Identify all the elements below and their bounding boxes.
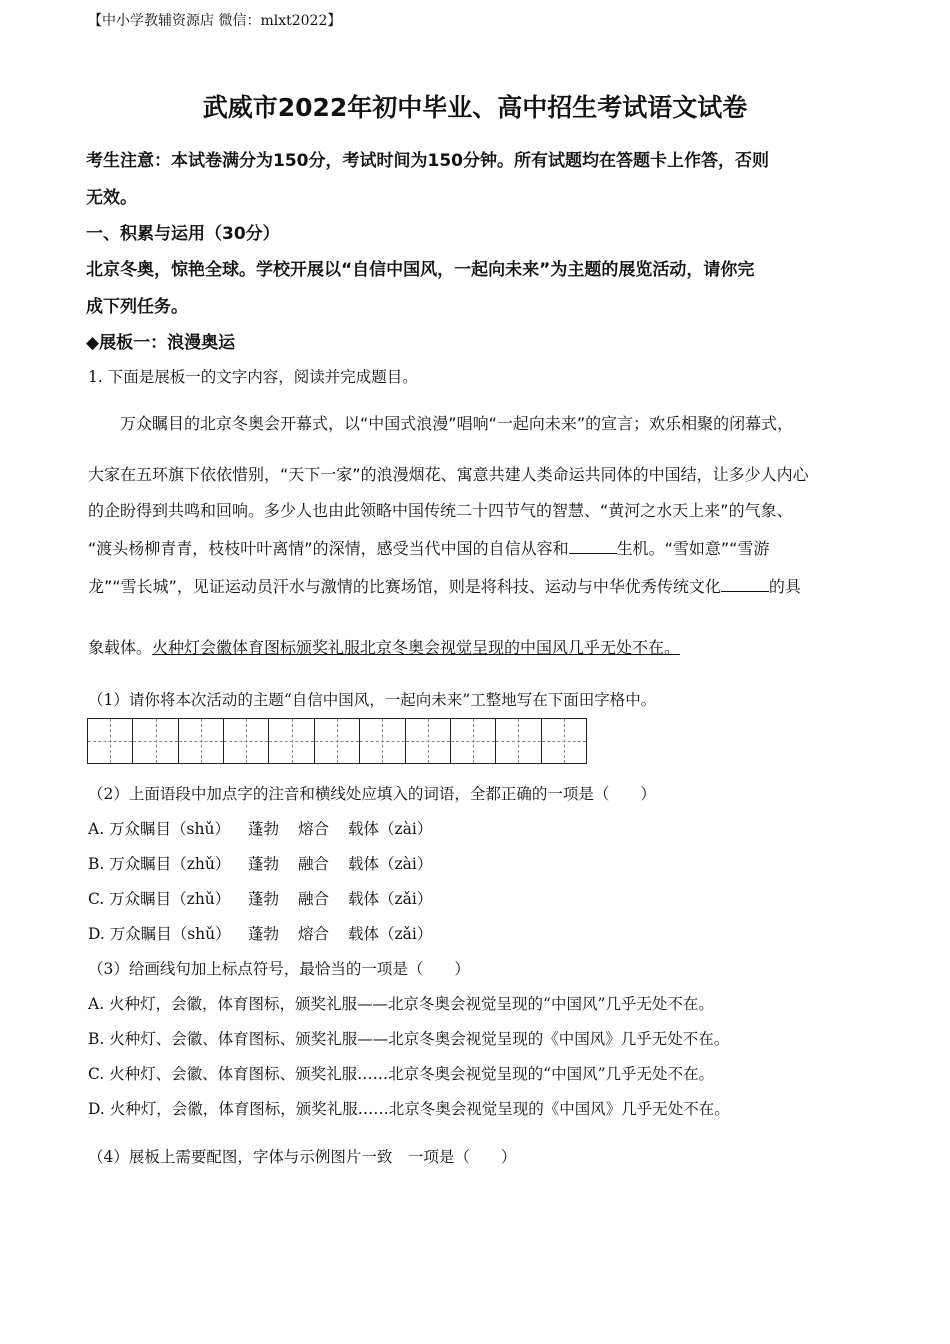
writing-grid <box>87 718 587 764</box>
option-word-2: 熔合 <box>298 820 330 838</box>
option-word-2: 熔合 <box>298 925 330 943</box>
underlined-sentence: 火种灯会徽体育图标颁奖礼服北京冬奥会视觉呈现的中国风几乎无处不在。 <box>152 638 681 657</box>
passage-line-6 <box>88 635 858 658</box>
passage-line-3: 的企盼得到共鸣和回响。多少人也由此领略中国传统二十四节气的智慧、“黄河之水天上来”的气象、 <box>88 501 793 520</box>
grid-cell <box>133 719 178 763</box>
option-word-1: 蓬勃 <box>248 855 280 873</box>
grid-cell <box>315 719 360 763</box>
notice-line-2: 无效。 <box>86 188 137 208</box>
option-word-3: 载体（zài） <box>348 820 433 838</box>
option-word-3: 载体（zài） <box>348 855 433 873</box>
grid-cell <box>269 719 314 763</box>
option-reading: B. 万众瞩目（zhǔ） <box>88 855 231 873</box>
passage-line-6-start: 象载体。 <box>88 638 153 657</box>
sub-question-2: （2）上面语段中加点字的注音和横线处应填入的词语，全都正确的一项是（ ） <box>88 785 656 803</box>
passage-line-4 <box>88 536 858 559</box>
question-1: 1. 下面是展板一的文字内容，阅读并完成题目。 <box>88 368 418 386</box>
option-word-2: 融合 <box>298 890 330 908</box>
grid-cell <box>88 719 133 763</box>
sub2-option-d <box>88 922 432 944</box>
option-word-2: 融合 <box>298 855 330 873</box>
grid-cell <box>451 719 496 763</box>
option-word-1: 蓬勃 <box>248 820 280 838</box>
fill-blank-2 <box>721 576 769 592</box>
option-reading: D. 万众瞩目（shǔ） <box>88 925 231 943</box>
passage-line-2: 大家在五环旗下依依惜别，“天下一家”的浪漫烟花、寓意共建人类命运共同体的中国结，让多少人内心 <box>88 465 809 484</box>
grid-cell <box>179 719 224 763</box>
sub3-option-c: C. 火种灯、会徽、体育图标、颁奖礼服……北京冬奥会视觉呈现的“中国风”几乎无处不在。 <box>88 1065 715 1083</box>
sub-question-4: （4）展板上需要配图，字体与示例图片一致 一项是（ ） <box>88 1148 517 1166</box>
grid-cell <box>224 719 269 763</box>
sub-question-1: （1）请你将本次活动的主题“自信中国风，一起向未来”工整地写在下面田字格中。 <box>88 691 657 709</box>
watermark: 【中小学教辅资源店 微信：mlxt2022】 <box>88 13 342 29</box>
fill-blank-1 <box>569 538 617 554</box>
passage-line-5 <box>88 574 858 597</box>
passage-line-4-start: “渡头杨柳青青，枝枝叶叶离情”的深情，感受当代中国的自信从容和 <box>88 539 569 558</box>
passage-line-1: 万众瞩目的北京冬奥会开幕式，以“中国式浪漫”唱响“一起向未来”的宣言；欢乐相聚的闭幕式， <box>120 414 794 433</box>
passage-line-4-end: 生机。“雪如意”“雪游 <box>616 539 770 558</box>
option-reading: C. 万众瞩目（zhǔ） <box>88 890 231 908</box>
sub-question-3: （3）给画线句加上标点符号，最恰当的一项是（ ） <box>88 960 470 978</box>
grid-cell <box>542 719 586 763</box>
notice-line-1: 考生注意：本试卷满分为150分，考试时间为150分钟。所有试题均在答题卡上作答，否则 <box>86 151 769 171</box>
sub2-option-c <box>88 887 432 909</box>
sub2-option-b <box>88 852 432 874</box>
sub3-option-d: D. 火种灯，会徽，体育图标，颁奖礼服……北京冬奥会视觉呈现的《中国风》几乎无处不在。 <box>88 1100 730 1118</box>
board-heading: ◆展板一：浪漫奥运 <box>86 333 236 353</box>
passage-line-5-start: 龙”“雪长城”，见证运动员汗水与激情的比赛场馆，则是将科技、运动与中华优秀传统文化 <box>88 577 721 596</box>
page-title: 武威市2022年初中毕业、高中招生考试语文试卷 <box>202 93 748 122</box>
section-heading: 一、积累与运用（30分） <box>86 224 280 244</box>
option-reading: A. 万众瞩目（shǔ） <box>88 820 230 838</box>
intro-line-1: 北京冬奥，惊艳全球。学校开展以“自信中国风，一起向未来”为主题的展览活动，请你完 <box>86 260 755 280</box>
option-word-3: 载体（zǎi） <box>348 890 433 908</box>
option-word-1: 蓬勃 <box>248 925 280 943</box>
sub3-option-a: A. 火种灯，会徽，体育图标，颁奖礼服——北京冬奥会视觉呈现的“中国风”几乎无处不在。 <box>88 995 714 1013</box>
grid-cell <box>406 719 451 763</box>
grid-cell <box>496 719 541 763</box>
option-word-3: 载体（zǎi） <box>348 925 433 943</box>
sub3-option-b: B. 火种灯、会徽、体育图标、颁奖礼服——北京冬奥会视觉呈现的《中国风》几乎无处不在。 <box>88 1030 730 1048</box>
passage-line-5-end: 的具 <box>768 577 801 596</box>
grid-cell <box>360 719 405 763</box>
intro-line-2: 成下列任务。 <box>86 297 188 317</box>
sub2-option-a <box>88 817 432 839</box>
option-word-1: 蓬勃 <box>248 890 280 908</box>
